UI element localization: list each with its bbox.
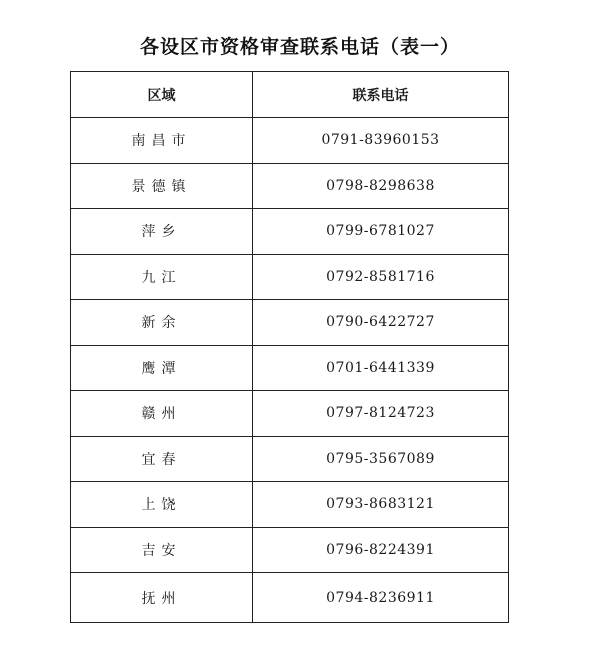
- phone-cell: 0798-8298638: [253, 163, 509, 209]
- table-row: [71, 345, 509, 391]
- phone-cell: 0797-8124723: [253, 391, 509, 437]
- region-cell: 九江: [71, 254, 253, 300]
- region-cell: 上饶: [71, 482, 253, 528]
- table-row: [71, 573, 509, 623]
- table-row: [71, 482, 509, 528]
- header-phone: 联系电话: [253, 72, 509, 118]
- phone-cell: 0799-6781027: [253, 209, 509, 255]
- region-cell: 景德镇: [71, 163, 253, 209]
- header-region: 区域: [71, 72, 253, 118]
- table-row: [71, 436, 509, 482]
- region-cell: 宜春: [71, 436, 253, 482]
- phone-cell: 0792-8581716: [253, 254, 509, 300]
- table-row: [71, 254, 509, 300]
- region-cell: 赣州: [71, 391, 253, 437]
- table-row: [71, 527, 509, 573]
- region-cell: 新余: [71, 300, 253, 346]
- phone-cell: 0796-8224391: [253, 527, 509, 573]
- phone-cell: 0793-8683121: [253, 482, 509, 528]
- region-cell: 萍乡: [71, 209, 253, 255]
- table-row: [71, 209, 509, 255]
- phone-cell: 0790-6422727: [253, 300, 509, 346]
- table-row: [71, 391, 509, 437]
- region-cell: 南昌市: [71, 118, 253, 164]
- region-cell: 鹰潭: [71, 345, 253, 391]
- table-row: [71, 118, 509, 164]
- page-title: 各设区市资格审查联系电话（表一）: [139, 36, 460, 58]
- region-cell: 抚州: [71, 573, 253, 623]
- region-cell: 吉安: [71, 527, 253, 573]
- table-row: [71, 300, 509, 346]
- phone-cell: 0701-6441339: [253, 345, 509, 391]
- phone-cell: 0795-3567089: [253, 436, 509, 482]
- table-row: [71, 163, 509, 209]
- phone-cell: 0791-83960153: [253, 118, 509, 164]
- phone-cell: 0794-8236911: [253, 573, 509, 623]
- contact-table: [70, 71, 509, 623]
- table-header-row: [71, 72, 509, 118]
